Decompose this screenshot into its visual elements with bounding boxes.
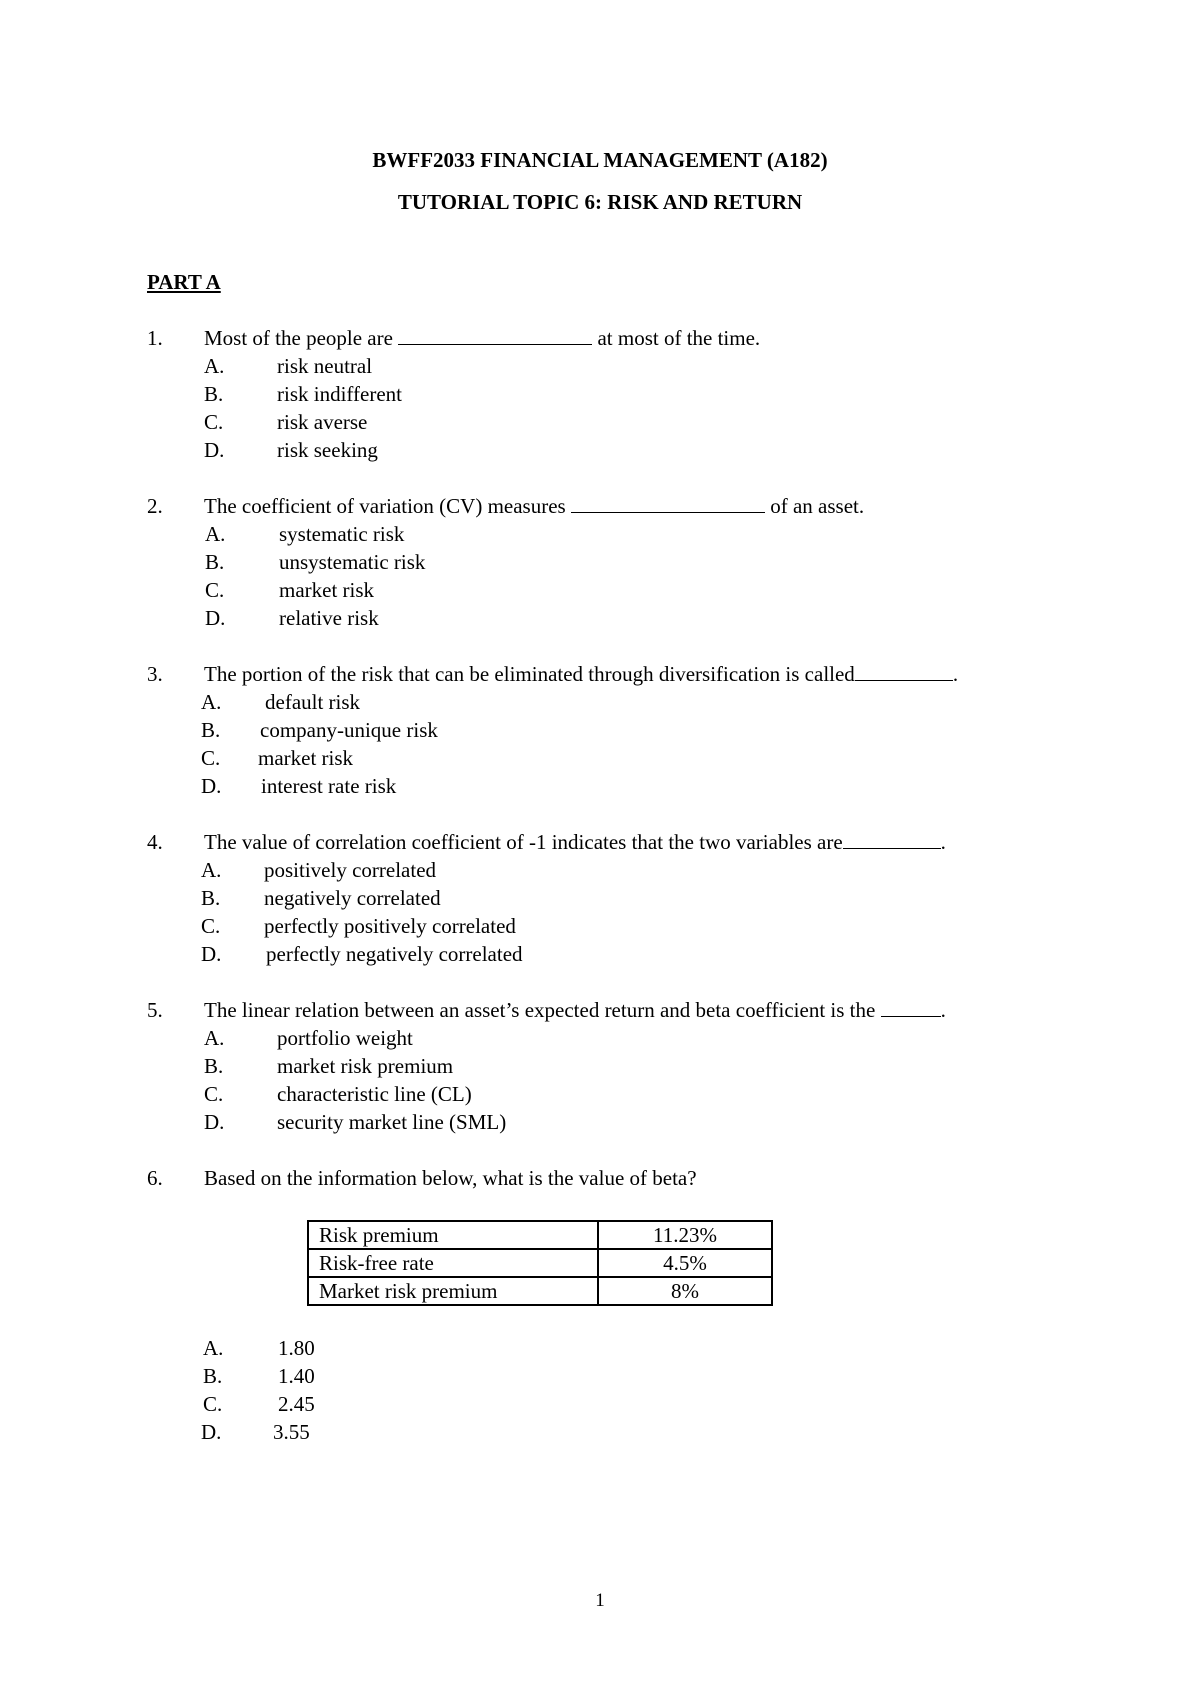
page-number: 1 [595,1590,605,1611]
part-a-heading: PART A [147,270,221,294]
option-a: A. risk neutral [204,354,373,378]
question-4 [0,828,1200,968]
question-2 [0,492,1200,632]
option-c: C. market risk [205,578,375,602]
table-row [308,1221,772,1249]
option-b: B. risk indifferent [204,382,402,406]
question-number: 6. [147,1166,163,1190]
table-label: Market risk premium [308,1277,598,1305]
answer-blank [843,828,941,849]
question-number: 4. [147,830,163,854]
option-b: B. 1.40 [203,1364,315,1388]
question-6-options [0,1334,1200,1446]
question-text: The portion of the risk that can be eliminated through diversification is called . [204,662,959,686]
option-b: B. unsystematic risk [205,550,426,574]
table-value: 11.23% [598,1221,772,1249]
question-number: 5. [147,998,163,1022]
table-value: 8% [598,1277,772,1305]
option-b: B. company-unique risk [201,718,438,742]
option-d: D. risk seeking [204,438,378,462]
option-a: A. 1.80 [203,1336,315,1360]
answer-blank [855,660,953,681]
tutorial-title: TUTORIAL TOPIC 6: RISK AND RETURN [397,190,803,214]
question-text: Most of the people are at most of the time. [204,326,761,350]
question-5 [0,996,1200,1136]
option-a: A. default risk [201,690,361,714]
answer-blank [881,996,941,1017]
option-d: D. relative risk [205,606,379,630]
question-6 [0,1164,1200,1192]
option-b: B. market risk premium [204,1054,454,1078]
table-label: Risk-free rate [308,1249,598,1277]
question-3 [0,660,1200,800]
question-text: The linear relation between an asset’s expected return and beta coefficient is the . [204,998,946,1022]
option-d: D. perfectly negatively correlated [201,942,523,966]
question-text: The value of correlation coefficient of -1 indicates that the two variables are . [204,830,946,854]
option-c: C. characteristic line (CL) [204,1082,472,1106]
option-d: D. security market line (SML) [204,1110,507,1134]
question-number: 3. [147,662,163,686]
question-number: 2. [147,494,163,518]
table-row [308,1249,772,1277]
table-value: 4.5% [598,1249,772,1277]
course-title: BWFF2033 FINANCIAL MANAGEMENT (A182) [372,148,828,172]
question-text: The coefficient of variation (CV) measures of an asset. [204,494,865,518]
option-c: C. 2.45 [203,1392,315,1416]
question-number: 1. [147,326,163,350]
option-b: B. negatively correlated [201,886,441,910]
option-a: A. portfolio weight [204,1026,413,1050]
option-c: C. perfectly positively correlated [201,914,516,938]
option-a: A. positively correlated [201,858,437,882]
option-c: C. risk averse [204,410,368,434]
answer-blank [398,324,592,345]
answer-blank [571,492,765,513]
option-d: D. interest rate risk [201,774,397,798]
option-a: A. systematic risk [205,522,405,546]
beta-info-table [307,1220,773,1306]
option-d: D. 3.55 [201,1420,310,1444]
question-1 [0,324,1200,464]
table-row [308,1277,772,1305]
option-c: C. market risk [201,746,354,770]
question-text: Based on the information below, what is the value of beta? [204,1166,697,1190]
table-label: Risk premium [308,1221,598,1249]
